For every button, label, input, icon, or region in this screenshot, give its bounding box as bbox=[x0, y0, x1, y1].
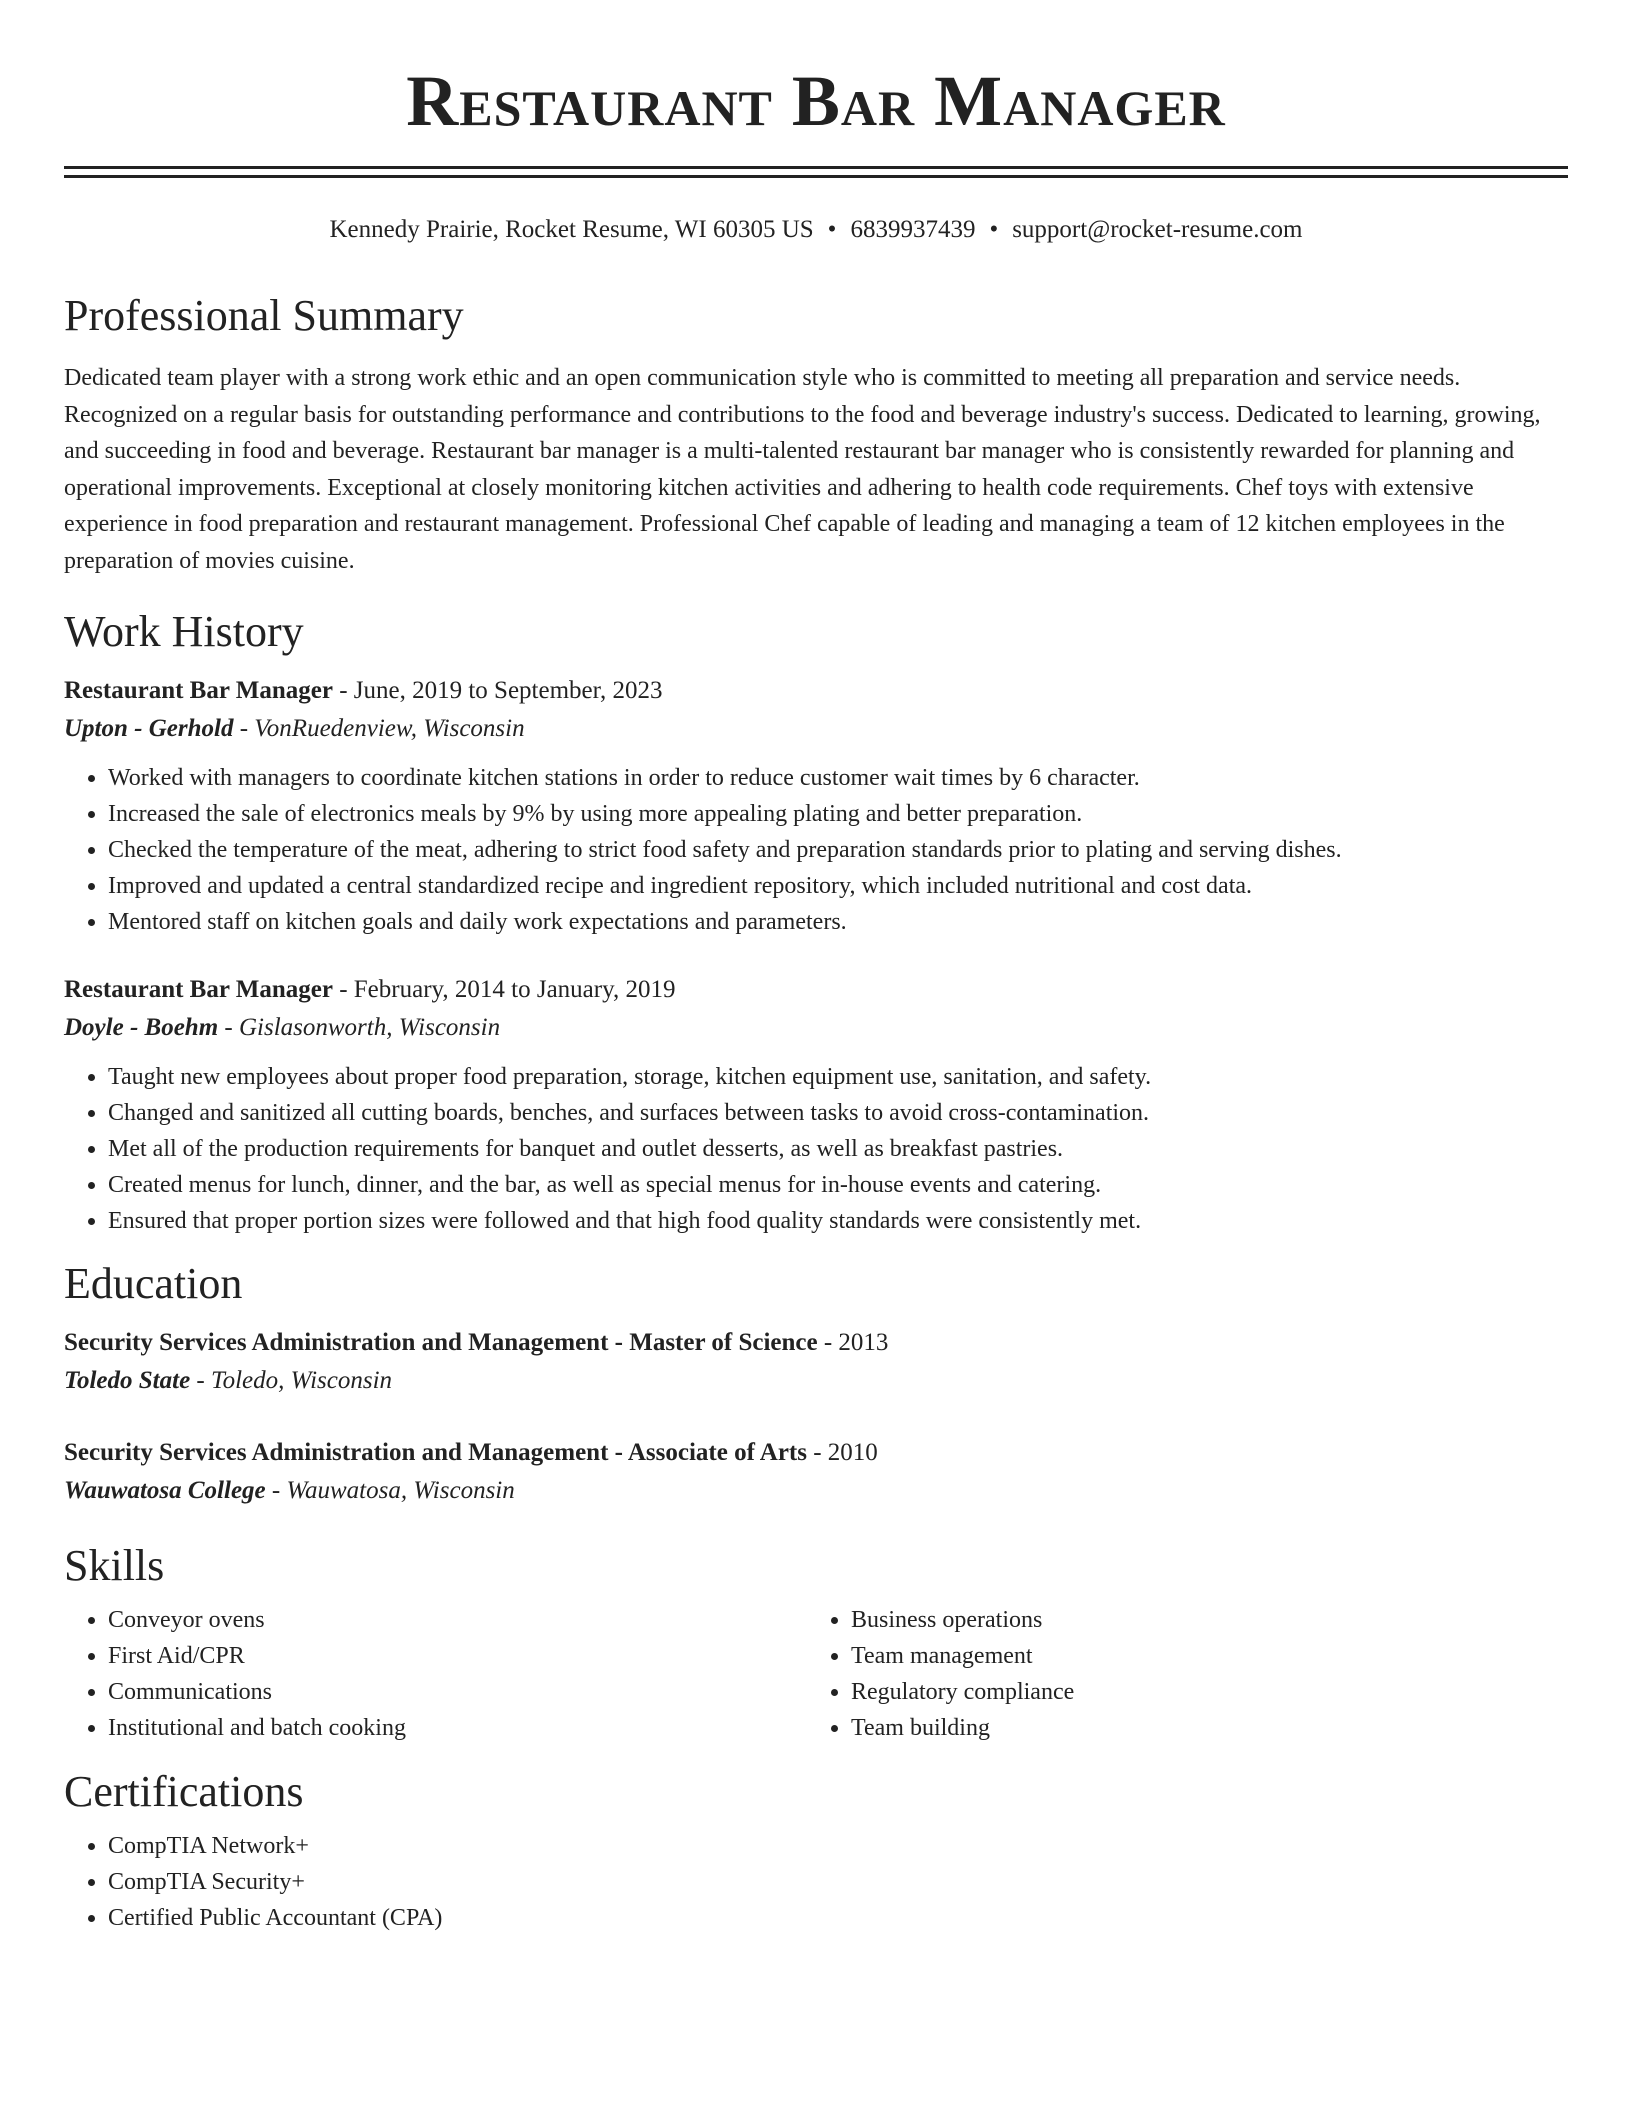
education-entry bbox=[64, 1324, 1568, 1400]
job-bullet: • Worked with managers to coordinate kitchen stations in order to reduce customer wait times by 6 character. bbox=[108, 760, 1568, 796]
job-employer: Upton - Gerhold bbox=[64, 714, 234, 742]
skill-item: • Conveyor ovens bbox=[108, 1602, 807, 1638]
job-title: Restaurant Bar Manager bbox=[64, 676, 333, 704]
certification-item: • Certified Public Accountant (CPA) bbox=[108, 1900, 1568, 1936]
skill-item: • First Aid/CPR bbox=[108, 1638, 807, 1674]
certification-item: • CompTIA Security+ bbox=[108, 1864, 1568, 1900]
education-location: - Wauwatosa, Wisconsin bbox=[265, 1476, 515, 1504]
job-title: Restaurant Bar Manager bbox=[64, 975, 333, 1003]
job-employer-line bbox=[64, 710, 1568, 748]
skill-item: • Communications bbox=[108, 1674, 807, 1710]
education-school: Wauwatosa College bbox=[64, 1476, 266, 1504]
resume-title: Restaurant Bar Manager bbox=[406, 61, 1226, 141]
job-employer-line bbox=[64, 1009, 1568, 1047]
job-bullet: • Created menus for lunch, dinner, and the bar, as well as special menus for in-house events and catering. bbox=[108, 1167, 1568, 1203]
education-year: - 2013 bbox=[817, 1328, 889, 1356]
skills-column-left bbox=[64, 1602, 807, 1746]
job-title-line bbox=[64, 971, 1568, 1009]
education-heading: Education bbox=[64, 1258, 243, 1308]
education-school-line bbox=[64, 1362, 1568, 1400]
job-title-line bbox=[64, 672, 1568, 710]
education-school-line bbox=[64, 1472, 1568, 1510]
contact-phone: 6839937439 bbox=[850, 216, 976, 243]
job-bullet: • Met all of the production requirements for banquet and outlet desserts, as well as breakfast pastries. bbox=[108, 1131, 1568, 1167]
skills-list bbox=[64, 1602, 1568, 1746]
summary-heading: Professional Summary bbox=[64, 291, 464, 340]
job-bullet: • Changed and sanitized all cutting boards, benches, and surfaces between tasks to avoid cross-contamination. bbox=[108, 1095, 1568, 1131]
job-location: - VonRuedenview, Wisconsin bbox=[233, 714, 525, 742]
job-bullets bbox=[64, 1059, 1568, 1240]
certification-item: • CompTIA Network+ bbox=[108, 1828, 1568, 1864]
job-entry bbox=[64, 672, 1568, 941]
job-bullet: • Taught new employees about proper food preparation, storage, kitchen equipment use, sanitation, and safety. bbox=[108, 1059, 1568, 1095]
certifications-heading: Certifications bbox=[64, 1766, 304, 1816]
job-entry bbox=[64, 971, 1568, 1240]
skills-heading: Skills bbox=[64, 1540, 165, 1590]
contact-separator: • bbox=[989, 216, 999, 243]
job-bullet: • Increased the sale of electronics meals by 9% by using more appealing plating and better preparation. bbox=[108, 796, 1568, 832]
job-bullet: • Checked the temperature of the meat, adhering to strict food safety and preparation standards prior to plating and serving dishes. bbox=[108, 832, 1568, 868]
job-bullet: • Mentored staff on kitchen goals and daily work expectations and parameters. bbox=[108, 904, 1568, 940]
skill-item: • Regulatory compliance bbox=[851, 1674, 1550, 1710]
work-history-heading: Work History bbox=[64, 606, 304, 656]
skill-item: • Team management bbox=[851, 1638, 1550, 1674]
education-degree-line bbox=[64, 1324, 1568, 1362]
title-divider-top bbox=[64, 166, 1568, 169]
job-employer: Doyle - Boehm bbox=[64, 1013, 219, 1041]
contact-email: support@rocket-resume.com bbox=[1012, 216, 1303, 243]
education-degree-line bbox=[64, 1434, 1568, 1472]
job-location: - Gislasonworth, Wisconsin bbox=[218, 1013, 501, 1041]
education-degree: Security Services Administration and Management - Master of Science bbox=[64, 1328, 818, 1356]
job-bullet: • Ensured that proper portion sizes were followed and that high food quality standards were consistently met. bbox=[108, 1203, 1568, 1239]
summary-text: Dedicated team player with a strong work ethic and an open communication style who is committed to meeting all preparation and service needs. Recognized on a regular basis for outstanding performance and contributions to the food and beverage industry's success. Dedicated to learning, growing, and succeeding in food and beverage. Restaurant bar manager is a multi-talented restaurant bar manager who is consistently rewarded for planning and operational improvements. Exceptional at closely monitoring kitchen activities and adhering to health code requirements. Chef toys with extensive experience in food preparation and restaurant management. Professional Chef capable of leading and managing a team of 12 kitchen employees in the preparation of movies cuisine. bbox=[64, 365, 1541, 574]
certifications-list bbox=[64, 1828, 1568, 1937]
skills-column-right bbox=[807, 1602, 1550, 1746]
education-entry bbox=[64, 1434, 1568, 1510]
skill-item: • Institutional and batch cooking bbox=[108, 1710, 807, 1746]
contact-address: Kennedy Prairie, Rocket Resume, WI 60305 US bbox=[329, 216, 814, 243]
education-school: Toledo State bbox=[64, 1366, 191, 1394]
title-divider-bottom bbox=[64, 175, 1568, 178]
skill-item: • Team building bbox=[851, 1710, 1550, 1746]
job-bullet: • Improved and updated a central standardized recipe and ingredient repository, which included nutritional and cost data. bbox=[108, 868, 1568, 904]
education-year: - 2010 bbox=[806, 1438, 878, 1466]
contact-separator: • bbox=[827, 216, 837, 243]
education-location: - Toledo, Wisconsin bbox=[190, 1366, 393, 1394]
skill-item: • Business operations bbox=[851, 1602, 1550, 1638]
education-degree: Security Services Administration and Management - Associate of Arts bbox=[64, 1438, 807, 1466]
job-dates: - February, 2014 to January, 2019 bbox=[332, 975, 676, 1003]
job-bullets bbox=[64, 760, 1568, 941]
contact-line bbox=[64, 214, 1568, 246]
job-dates: - June, 2019 to September, 2023 bbox=[332, 676, 663, 704]
